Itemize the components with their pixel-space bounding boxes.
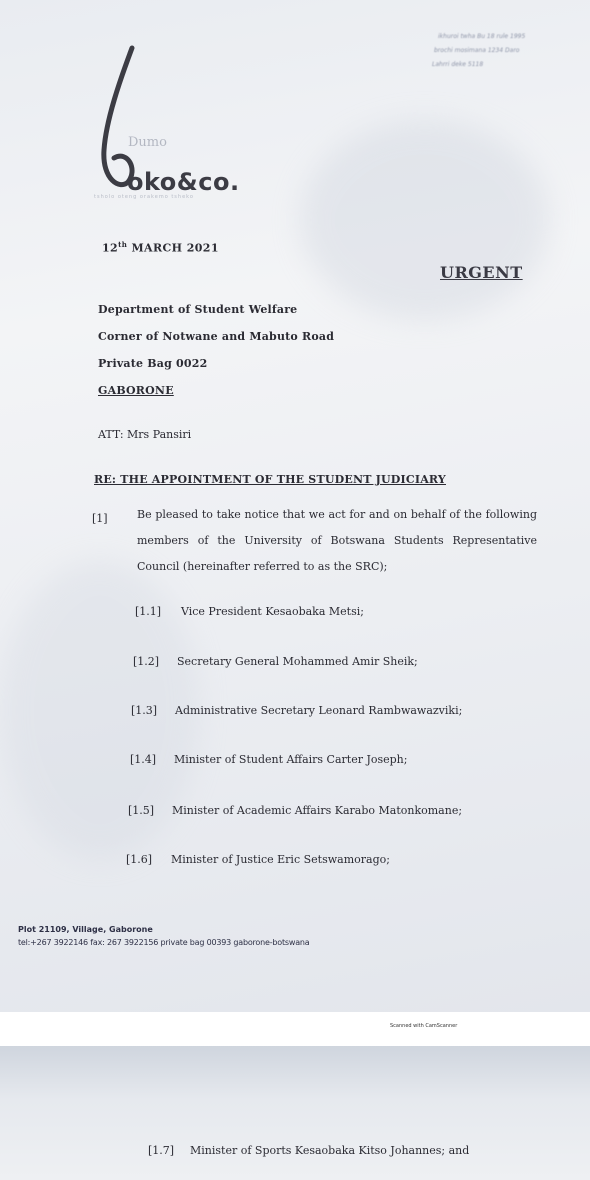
footer-contact: tel:+267 3922146 fax: 267 3922156 private bag 00393 gaborone-botswana: [18, 938, 310, 947]
item-text: Secretary General Mohammed Amir Sheik;: [177, 655, 418, 668]
date-day: 12: [102, 241, 119, 255]
item-number: [1.2]: [133, 655, 160, 668]
letter-page-2: [0, 1046, 590, 1180]
address-line: Private Bag 0022: [98, 357, 208, 370]
logo-swash: [104, 48, 132, 185]
logo-small-text: Dumo: [128, 135, 167, 150]
address-line: Corner of Notwane and Mabuto Road: [98, 330, 335, 343]
list-item: [126, 853, 390, 866]
camscanner-watermark: Scanned with CamScanner: [390, 1023, 458, 1029]
logo-wordmark: oko&co.: [127, 168, 240, 196]
item-text: Minister of Justice Eric Setswamorago;: [171, 853, 390, 866]
address-line: GABORONE: [98, 384, 174, 397]
paragraph-text: Be pleased to take notice that we act for and on behalf of the following members of the University of Botswana Students Representative Council (hereinafter referred to as the SRC);: [137, 508, 537, 573]
address-line: Department of Student Welfare: [98, 303, 298, 316]
list-item: [133, 655, 418, 668]
recipient-address: [98, 296, 334, 404]
date-suffix: th: [118, 240, 128, 249]
stamp-line: Lahrri deke 5118: [432, 61, 484, 68]
attention-line: ATT: Mrs Pansiri: [98, 428, 192, 441]
footer-address: Plot 21109, Village, Gaborone: [18, 925, 153, 934]
item-text: Administrative Secretary Leonard Rambwawazviki;: [175, 704, 463, 717]
list-item: [131, 704, 462, 717]
item-text: Minister of Academic Affairs Karabo Matonkomane;: [172, 804, 463, 817]
stamp-line: ikhuroi twha Bu 18 rule 1995: [438, 33, 526, 40]
item-number: [1.7]: [148, 1144, 175, 1157]
item-number: [1.1]: [135, 605, 162, 618]
subject-line: RE: THE APPOINTMENT OF THE STUDENT JUDICIARY: [94, 473, 446, 486]
urgent-heading: URGENT: [440, 263, 523, 282]
received-stamp: [432, 30, 568, 72]
item-text: Minister of Sports Kesaobaka Kitso Johannes; and: [190, 1144, 470, 1157]
item-number: [1.5]: [128, 804, 155, 817]
item-number: [1.6]: [126, 853, 153, 866]
paper-shadow: [300, 120, 550, 320]
item-number: [1.3]: [131, 704, 158, 717]
letter-date: [102, 240, 219, 255]
list-item: [128, 804, 462, 817]
list-item: [130, 753, 407, 766]
paragraph-number: [1]: [92, 512, 108, 525]
item-text: Vice President Kesaobaka Metsi;: [181, 605, 364, 618]
item-text: Minister of Student Affairs Carter Joseph;: [174, 753, 408, 766]
logo-tagline: tsholo oteng orakemo tsheko: [94, 194, 194, 200]
date-month-year: MARCH 2021: [127, 241, 219, 255]
list-item: [148, 1144, 469, 1157]
list-item: [135, 605, 364, 618]
stamp-line: brochi mosimana 1234 Daro: [434, 47, 520, 54]
item-number: [1.4]: [130, 753, 157, 766]
